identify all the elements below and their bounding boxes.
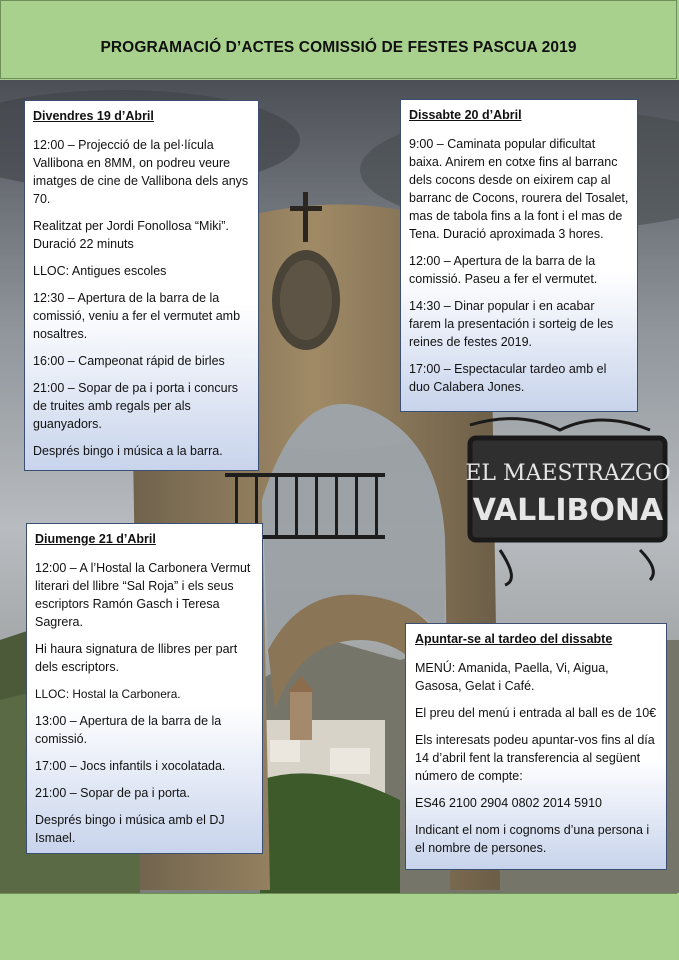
- tardeo-item: Indicant el nom i cognoms d’una persona i el nombre de persones.: [415, 823, 650, 855]
- saturday-schedule-box: [400, 99, 638, 412]
- saturday-item: 14:30 – Dinar popular i en acabar farem la presentación i sorteig de les reines de festes 2019.: [409, 299, 614, 349]
- saturday-item: 12:00 – Apertura de la barra de la comissió. Paseu a fer el vermutet.: [409, 254, 598, 286]
- friday-schedule-box: [24, 100, 259, 471]
- sign-line1: EL MAESTRAZGO: [465, 461, 671, 486]
- saturday-item: 17:00 – Espectacular tardeo amb el duo Calabera Jones.: [409, 362, 607, 394]
- sunday-title: Diumenge 21 d’Abril: [35, 532, 156, 546]
- friday-item: Després bingo i música a la barra.: [33, 444, 223, 458]
- tardeo-title: Apuntar-se al tardeo del dissabte: [415, 632, 613, 646]
- friday-item: 21:00 – Sopar de pa i porta i concurs de truites amb regals per als guanyadors.: [33, 381, 238, 431]
- friday-item: 12:00 – Projecció de la pel·lícula Vallibona en 8MM, on podreu veure imatges de cine de Vallibona dels anys 70.: [33, 138, 249, 206]
- sunday-item: Després bingo i música amb el DJ Ismael.: [35, 813, 225, 845]
- friday-item: Realitzat per Jordi Fonollosa “Miki”. Duració 22 minuts: [33, 219, 229, 251]
- friday-title: Divendres 19 d’Abril: [33, 109, 154, 123]
- header-banner: [0, 0, 677, 79]
- friday-item: 12:30 – Apertura de la barra de la comissió, veniu a fer el vermutet amb nosaltres.: [33, 291, 241, 341]
- tardeo-item: El preu del menú i entrada al ball es de 10€: [415, 706, 657, 720]
- page-title: PROGRAMACIÓ D’ACTES COMISSIÓ DE FESTES PASCUA 2019: [100, 39, 577, 56]
- friday-item: LLOC: Antigues escoles: [33, 264, 167, 278]
- friday-item: 16:00 – Campeonat rápid de birles: [33, 354, 225, 368]
- sunday-item: 13:00 – Apertura de la barra de la comissió.: [35, 714, 222, 746]
- bank-account-number: ES46 2100 2904 0802 2014 5910: [415, 796, 602, 810]
- sunday-item: 17:00 – Jocs infantils i xocolatada.: [35, 759, 226, 773]
- tardeo-item: Els interesats podeu apuntar-vos fins al día 14 d’abril fent la transferencia al següent número de compte:: [415, 733, 655, 783]
- sunday-item: LLOC: Hostal la Carbonera.: [35, 687, 181, 701]
- sunday-item: 21:00 – Sopar de pa i porta.: [35, 786, 190, 800]
- tardeo-signup-box: [405, 623, 667, 870]
- saturday-item: 9:00 – Caminata popular dificultat baixa. Anirem en cotxe fins al barranc dels cocons desde on eixirem cap al barranc de Cocons, rourera del Tosalet, mas de tabola fins a la font i el mas de Tena. Duració aproximada 3 hores.: [409, 137, 629, 241]
- sign-line2: VALLIBONA: [472, 493, 664, 528]
- sunday-item: Hi haura signatura de llibres per part dels escriptors.: [35, 642, 238, 674]
- footer-banner: [0, 893, 677, 960]
- sunday-item: 12:00 – A l’Hostal la Carbonera Vermut literari del llibre “Sal Roja” i els seus escriptors Ramón Gasch i Teresa Sagrera.: [35, 561, 251, 629]
- saturday-title: Dissabte 20 d’Abril: [409, 108, 522, 122]
- tardeo-item: MENÚ: Amanida, Paella, Vi, Aigua, Gasosa, Gelat i Café.: [415, 661, 609, 693]
- sunday-schedule-box: [26, 523, 263, 854]
